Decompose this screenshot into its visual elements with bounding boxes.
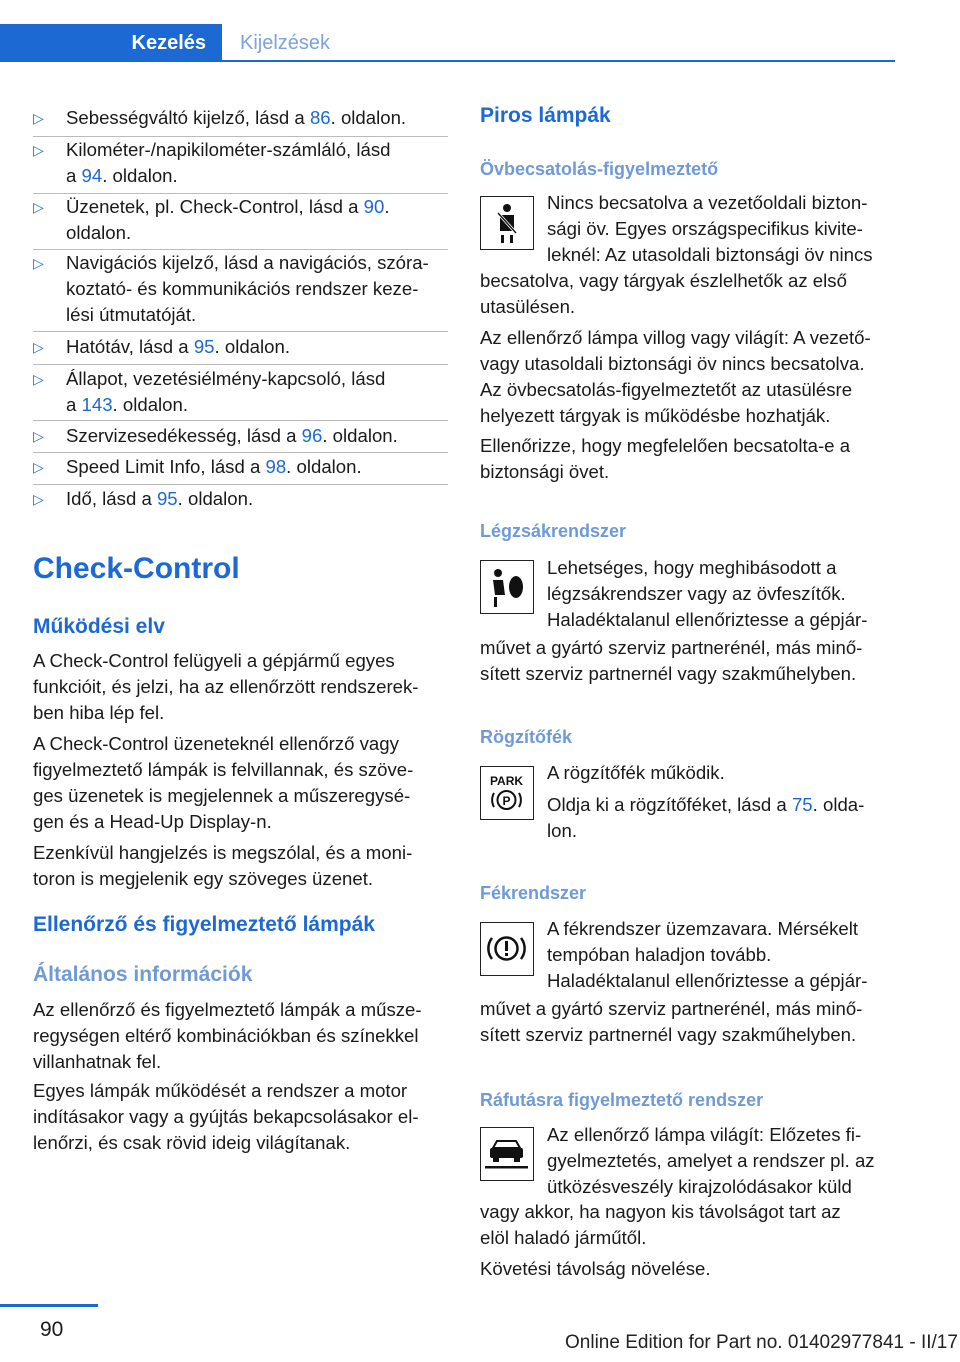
svg-text:P: P — [502, 794, 511, 808]
list-divider — [33, 452, 448, 453]
item-text: koztató- és kommunikációs rendszer keze- — [66, 278, 419, 299]
paragraph: Egyes lámpák működését a rendszer a motor indításakor vagy a gyújtás bekapcsolásakor el- lenőrzi, és csak rövid ideig világítanak. — [33, 1080, 419, 1153]
airbag-warning-icon — [480, 560, 534, 614]
item-text: Speed Limit Info, lásd a — [66, 456, 266, 477]
triangle-bullet-icon: ▷ — [33, 491, 44, 507]
lamp-title: Rögzítőfék — [480, 727, 572, 747]
subsection-title: Ellenőrző és figyelmeztető lámpák — [33, 913, 375, 936]
item-text: oldalon. — [66, 222, 132, 243]
item-text: . — [384, 196, 390, 217]
page-link[interactable]: 75 — [791, 794, 813, 815]
subsection-title: Általános információk — [33, 963, 253, 986]
list-divider — [33, 484, 448, 485]
item-text: . oldalon. — [112, 394, 189, 415]
tab-kezeles[interactable]: Kezelés — [0, 24, 222, 62]
paragraph: Az ellenőrző és figyelmeztető lámpák a műsze- regységen eltérő kombinációkban és színekkel villanhatnak fel. — [33, 999, 422, 1072]
lamp-description: vagy akkor, ha nagyon kis távolságot tart az elöl haladó járműtől. — [480, 1201, 841, 1248]
triangle-bullet-icon: ▷ — [33, 255, 44, 271]
page-link[interactable]: 95 — [156, 488, 178, 509]
item-text: Idő, lásd a — [66, 488, 157, 509]
page-link[interactable]: 86 — [309, 107, 331, 128]
triangle-bullet-icon: ▷ — [33, 428, 44, 444]
paragraph: A Check-Control felügyeli a gépjármű egyes funkcióit, és jelzi, ha az ellenőrzött rendszerek- ben hiba lép fel. — [33, 650, 419, 723]
lamp-description: Nincs becsatolva a vezetőoldali bizton- sági öv. Egyes országspecifikus kivite- leknél: Az utasoldali biztonsági öv nincs — [547, 192, 873, 265]
lamp-description: Az ellenőrző lámpa világít: Előzetes fi- gyelmeztetés, amelyet a rendszer pl. az ütközésveszély kirajzolódásakor küld — [547, 1124, 875, 1197]
lamp-description: Oldja ki a rögzítőféket, lásd a 75. olda- lon. — [547, 794, 865, 841]
subsection-title: Piros lámpák — [480, 104, 611, 127]
item-text: . oldalon. — [214, 336, 290, 357]
subsection-title: Működési elv — [33, 615, 165, 638]
page-link[interactable]: 98 — [265, 456, 287, 477]
paragraph: Ellenőrizze, hogy megfelelően becsatolta-e a biztonsági övet. — [480, 435, 851, 482]
edition-text: Online Edition for Part no. 01402977841 - II/17 — [565, 1332, 958, 1353]
triangle-bullet-icon: ▷ — [33, 371, 44, 387]
list-divider — [33, 364, 448, 365]
paragraph: Az ellenőrző lámpa villog vagy világít: A vezető- vagy utasoldali biztonsági öv nincs becsatolva. Az övbecsatolás-figyelmeztetőt az utasülésre helyezett tárgyak is működésbe hozhatják. — [480, 327, 871, 426]
item-text: . oldalon. — [322, 425, 398, 446]
item-text: a — [66, 165, 82, 186]
park-label: PARK — [489, 774, 524, 788]
section-title: Check-Control — [33, 552, 240, 585]
lamp-description: művet a gyártó szerviz partnerénél, más minő- sített szerviz partnernél vagy szakműhelyben. — [480, 998, 863, 1045]
triangle-bullet-icon: ▷ — [33, 459, 44, 475]
item-text: Kilométer-/napikilométer-számláló, lásd — [66, 139, 391, 160]
list-divider — [33, 420, 448, 421]
triangle-bullet-icon: ▷ — [33, 339, 44, 355]
item-text: . oldalon. — [102, 165, 178, 186]
item-text: . oldalon. — [177, 488, 254, 509]
page-link[interactable]: 90 — [363, 196, 385, 217]
triangle-bullet-icon: ▷ — [33, 110, 44, 126]
lamp-description: becsatolva, vagy tárgyak észlelhetők az első utasülésen. — [480, 270, 847, 317]
item-text: . oldalon. — [330, 107, 407, 128]
page-number: 90 — [40, 1318, 64, 1341]
lamp-title: Légzsákrendszer — [480, 521, 627, 541]
collision-warning-icon — [480, 1127, 534, 1181]
item-text: Navigációs kijelző, lásd a navigációs, szóra- — [66, 252, 429, 273]
item-text: . oldalon. — [286, 456, 362, 477]
lamp-description: művet a gyártó szerviz partnerénél, más minő- sített szerviz partnernél vagy szakműhelyben. — [480, 637, 863, 684]
brake-warning-icon — [480, 922, 534, 976]
lamp-description: Lehetséges, hogy meghibásodott a légzsákrendszer vagy az övfeszítők. Haladéktalanul ellenőriztesse a gépjár- — [547, 557, 868, 630]
lamp-title: Fékrendszer — [480, 883, 587, 903]
item-text: Állapot, vezetésiélmény-kapcsoló, lásd — [66, 368, 386, 389]
header-bar — [0, 0, 895, 62]
lamp-description: A rögzítőfék működik. — [547, 762, 725, 783]
triangle-bullet-icon: ▷ — [33, 199, 44, 215]
list-divider — [33, 331, 448, 332]
page-link[interactable]: 94 — [81, 165, 103, 186]
lamp-title: Ráfutásra figyelmeztető rendszer — [480, 1090, 764, 1110]
footer-divider — [0, 1304, 98, 1307]
item-text: Üzenetek, pl. Check-Control, lásd a — [66, 196, 364, 217]
paragraph: Ezenkívül hangjelzés is megszólal, és a moni- toron is megjelenik egy szöveges üzenet. — [33, 842, 413, 889]
page-link[interactable]: 95 — [193, 336, 215, 357]
header-divider — [222, 60, 895, 62]
parking-brake-icon — [480, 766, 534, 820]
item-text: a — [66, 394, 82, 415]
item-text: Sebességváltó kijelző, lásd a — [66, 107, 310, 128]
seatbelt-warning-icon — [480, 196, 534, 250]
tab-kijelzesek[interactable]: Kijelzések — [240, 32, 331, 54]
lamp-description: A fékrendszer üzemzavara. Mérsékelt tempóban haladjon tovább. Haladéktalanul ellenőriztesse a gépjár- — [547, 918, 868, 991]
paragraph: Követési távolság növelése. — [480, 1258, 711, 1279]
page-link[interactable]: 96 — [301, 425, 323, 446]
lamp-title: Övbecsatolás-figyelmeztető — [480, 159, 719, 179]
item-text: lési útmutatóját. — [66, 304, 197, 325]
triangle-bullet-icon: ▷ — [33, 142, 44, 158]
paragraph: A Check-Control üzeneteknél ellenőrző vagy figyelmeztető lámpák is felvillannak, és szöve- ges üzenetek is megjelennek a műszeregysé- gen és a Head-Up Display-n. — [33, 733, 414, 832]
item-text: Szervizesedékesség, lásd a — [66, 425, 302, 446]
page-link[interactable]: 143 — [81, 394, 113, 415]
item-text: Hatótáv, lásd a — [66, 336, 194, 357]
